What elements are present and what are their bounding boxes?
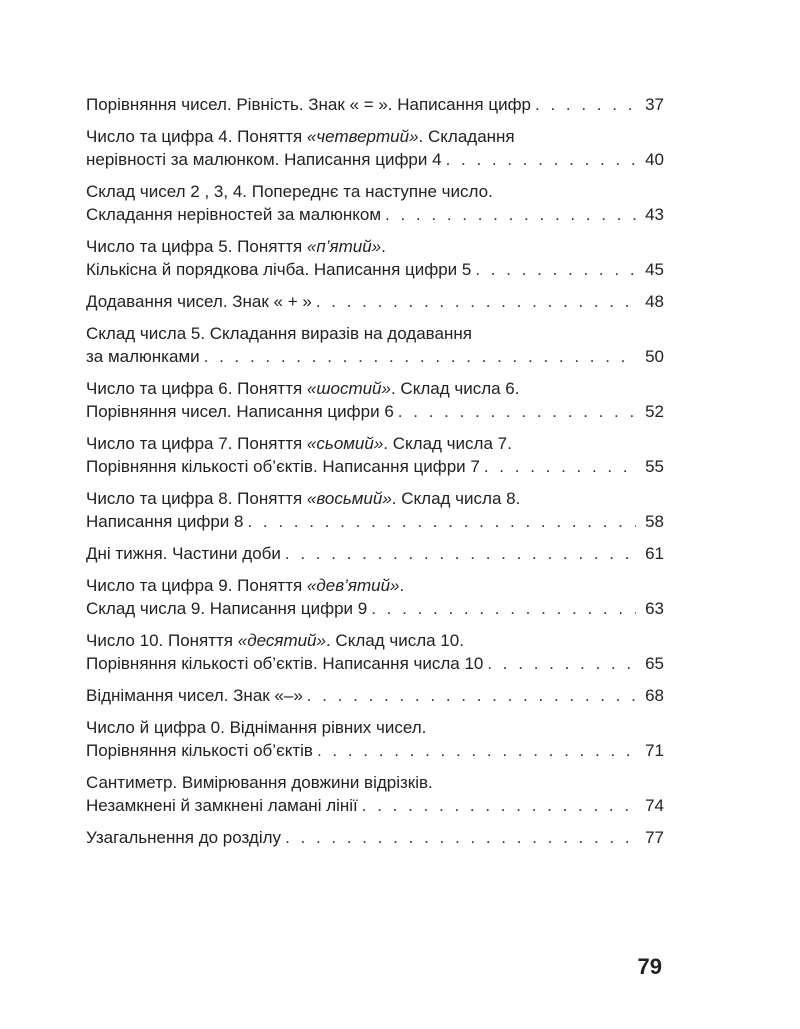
toc-page-ref: 71 (645, 741, 664, 760)
toc-entry-text: Число та цифра 9. Поняття (86, 576, 307, 595)
toc-entry-text: Дні тижня. Частини доби (86, 544, 281, 563)
dot-leader (398, 400, 636, 423)
toc-entry-text: Складання нерівностей за малюнком (86, 205, 382, 224)
toc-entry-text: Число та цифра 8. Поняття (86, 489, 307, 508)
toc-entry-term: «восьмий» (306, 489, 392, 508)
toc-entry-text: Склад чисел 2 , 3, 4. Попереднє та наступне число. (86, 182, 493, 201)
toc-page-ref: 55 (645, 457, 664, 476)
toc-entry-line (86, 290, 664, 313)
toc-entry-line (86, 652, 664, 675)
dot-leader (285, 542, 636, 565)
toc-entry-line (86, 148, 664, 171)
toc-entry-title (86, 345, 200, 368)
toc-entry-line (86, 125, 664, 148)
toc-entry-text: Склад числа 5. Складання виразів на додавання (86, 324, 472, 343)
toc-entry-text: . Склад числа 10. (325, 631, 464, 650)
toc-entry-line (86, 377, 664, 400)
toc-entry-text: Незамкнені й замкнені ламані лінії (86, 796, 358, 815)
toc-entry (86, 629, 664, 675)
toc-entry-text: Число та цифра 4. Поняття (86, 127, 307, 146)
toc-entry (86, 684, 664, 707)
toc-entry-text: Порівняння чисел. Рівність. Знак « = ». Написання цифр (86, 95, 532, 114)
toc-page-ref: 74 (645, 796, 664, 815)
toc-entry-term: «п’ятий» (306, 237, 382, 256)
toc-entry (86, 574, 664, 620)
toc-entry-text: Число та цифра 6. Поняття (86, 379, 307, 398)
toc-entry-text: Сантиметр. Вимірювання довжини відрізків. (86, 773, 433, 792)
dot-leader (385, 203, 636, 226)
toc-entry-text: . (381, 237, 386, 256)
toc-entry-line (86, 597, 664, 620)
toc-page-ref: 43 (645, 205, 664, 224)
toc-entry-title (86, 684, 303, 707)
toc-entry (86, 235, 664, 281)
dot-leader (362, 794, 636, 817)
toc-entry-title (86, 794, 358, 817)
toc-entry-text: Написання цифри 8 (86, 512, 244, 531)
toc-entry-title (86, 510, 243, 533)
toc-entry-line (86, 629, 664, 652)
toc-entry (86, 93, 664, 116)
toc-entry-title (86, 826, 281, 849)
dot-leader (475, 258, 636, 281)
toc-entry-text: Додавання чисел. Знак « + » (86, 292, 312, 311)
toc-entry-term: «четвертий» (306, 127, 419, 146)
toc-entry-line (86, 826, 664, 849)
dot-leader (446, 148, 636, 171)
toc-entry (86, 125, 664, 171)
toc-entry-line (86, 258, 664, 281)
toc-entry-title (86, 203, 381, 226)
toc-entry-text: Число 10. Поняття (86, 631, 238, 650)
toc-page-ref: 45 (645, 260, 664, 279)
toc-entry-text: Порівняння кількості об’єктів. Написання цифри 7 (86, 457, 480, 476)
toc-entry-term: «сьомий» (306, 434, 384, 453)
toc-entry (86, 180, 664, 226)
toc-entry-title (86, 455, 480, 478)
toc-entry-line (86, 542, 664, 565)
toc-entry-line (86, 432, 664, 455)
toc-entry (86, 771, 664, 817)
toc-entry-text: Порівняння кількості об’єктів (86, 741, 313, 760)
toc-entry-text: Число та цифра 7. Поняття (86, 434, 307, 453)
toc-entry-title (86, 597, 367, 620)
toc-entry-line (86, 455, 664, 478)
toc-entry (86, 322, 664, 368)
toc-entry-text: Число та цифра 5. Поняття (86, 237, 307, 256)
toc-entry-line (86, 487, 664, 510)
toc-entry (86, 432, 664, 478)
dot-leader (316, 290, 636, 313)
toc-entry-line (86, 574, 664, 597)
dot-leader (285, 826, 636, 849)
toc-entry-term: «шостий» (306, 379, 391, 398)
dot-leader (484, 455, 636, 478)
dot-leader (535, 93, 636, 116)
toc-page-ref: 65 (645, 654, 664, 673)
toc-page-ref: 77 (645, 828, 664, 847)
table-of-contents (86, 93, 664, 858)
toc-page-ref: 63 (645, 599, 664, 618)
toc-entry (86, 377, 664, 423)
toc-entry-title (86, 739, 313, 762)
toc-entry-line (86, 203, 664, 226)
toc-entry-line (86, 684, 664, 707)
toc-entry-line (86, 794, 664, 817)
toc-entry-text: за малюнками (86, 347, 200, 366)
toc-entry-title (86, 93, 531, 116)
toc-page-ref: 48 (645, 292, 664, 311)
toc-entry (86, 487, 664, 533)
toc-entry-line (86, 716, 664, 739)
dot-leader (317, 739, 636, 762)
toc-entry-text: Віднімання чисел. Знак «–» (86, 686, 303, 705)
toc-entry-text: . Склад числа 8. (391, 489, 521, 508)
toc-entry-text: нерівності за малюнком. Написання цифри 4 (86, 150, 442, 169)
toc-entry-line (86, 510, 664, 533)
toc-page-ref: 50 (645, 347, 664, 366)
toc-entry-line (86, 93, 664, 116)
toc-page-ref: 68 (645, 686, 664, 705)
toc-entry-title (86, 400, 394, 423)
dot-leader (487, 652, 636, 675)
toc-entry-title (86, 290, 312, 313)
toc-entry-text: Порівняння чисел. Написання цифри 6 (86, 402, 394, 421)
toc-entry-line (86, 180, 664, 203)
toc-entry-text: . Склад числа 6. (390, 379, 520, 398)
toc-entry-text: . Склад числа 7. (383, 434, 512, 453)
dot-leader (247, 510, 636, 533)
toc-page-ref: 37 (645, 95, 664, 114)
toc-entry-line (86, 345, 664, 368)
dot-leader (307, 684, 636, 707)
toc-entry (86, 290, 664, 313)
toc-entry-text: . (399, 576, 405, 595)
page-number: 79 (637, 954, 662, 979)
toc-page-ref: 61 (645, 544, 664, 563)
toc-entry-title (86, 258, 471, 281)
toc-entry-line (86, 235, 664, 258)
toc-entry-text: . Складання (418, 127, 515, 146)
toc-page-ref: 52 (645, 402, 664, 421)
toc-entry (86, 542, 664, 565)
toc-entry-line (86, 771, 664, 794)
toc-entry-text: Склад числа 9. Написання цифри 9 (86, 599, 368, 618)
toc-entry-term: «дев’ятий» (306, 576, 400, 595)
toc-entry-title (86, 542, 281, 565)
toc-entry-title (86, 148, 442, 171)
toc-entry-title (86, 652, 483, 675)
toc-entry-line (86, 322, 664, 345)
toc-entry (86, 716, 664, 762)
toc-entry (86, 826, 664, 849)
dot-leader (204, 345, 636, 368)
toc-entry-text: Узагальнення до розділу (86, 828, 282, 847)
toc-entry-line (86, 739, 664, 762)
toc-entry-text: Порівняння кількості об’єктів. Написання числа 10 (86, 654, 484, 673)
toc-entry-text: Кількісна й порядкова лічба. Написання цифри 5 (86, 260, 472, 279)
toc-entry-term: «десятий» (237, 631, 326, 650)
toc-entry-line (86, 400, 664, 423)
dot-leader (371, 597, 636, 620)
toc-page-ref: 58 (645, 512, 664, 531)
toc-page-ref: 40 (645, 150, 664, 169)
toc-entry-text: Число й цифра 0. Віднімання рівних чисел. (86, 718, 427, 737)
